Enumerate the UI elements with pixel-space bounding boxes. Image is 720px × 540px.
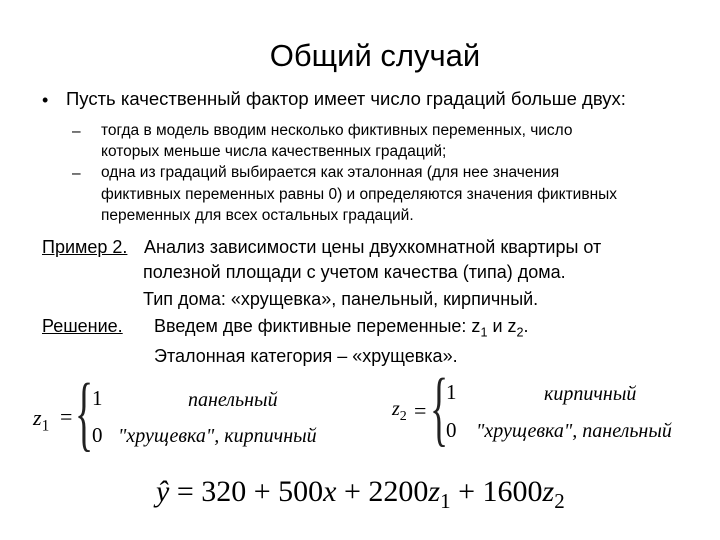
z1-value-0: 0 (92, 423, 103, 447)
bullet-text: Пусть качественный фактор имеет число градаций больше двух: (66, 88, 626, 109)
z1-value-1: 1 (92, 386, 103, 410)
example-line3: Тип дома: «хрущевка», панельный, кирпичный. (143, 289, 539, 309)
sub1-line1: тогда в модель вводим несколько фиктивных переменных, число (101, 122, 573, 139)
sub2-line2: фиктивных переменных равны 0) и определяются значения фиктивных (101, 186, 618, 203)
z1-var: $z_1$ (33, 405, 50, 435)
z2-equals: = (414, 398, 427, 423)
solution-line1: Введем две фиктивные переменные: $z_1$ и $z_2$. (154, 316, 529, 340)
z2-condition-0: "хрущевка", панельный (476, 420, 672, 442)
regression-equation: ŷ = $320 + 500x + 2200z_1 + 1600z_2$ (156, 475, 565, 513)
example-label: Пример 2. (42, 237, 128, 257)
solution-line2: Эталонная категория – «хрущевка». (154, 346, 458, 366)
z2-var: $z_2$ (392, 398, 407, 424)
sub1-line2: которых меньше числа качественных градаций; (101, 143, 447, 160)
z2-condition-1: кирпичный (544, 383, 637, 405)
z1-condition-0: "хрущевка", кирпичный (118, 425, 317, 447)
z1-brace: { (75, 367, 94, 460)
z1-equals: = (60, 404, 73, 429)
z2-value-0: 0 (446, 418, 457, 442)
bullet-marker: • (42, 90, 49, 110)
z1-condition-1: панельный (188, 389, 278, 411)
z2-brace: { (430, 362, 449, 455)
sub2-line3: переменных для всех остальных градаций. (101, 207, 414, 224)
sub-marker-2: – (72, 165, 81, 182)
equation-lhs: ŷ (156, 475, 170, 508)
example-line2: полезной площади с учетом качества (типа) дома. (143, 262, 566, 282)
example-line1: Анализ зависимости цены двухкомнатной квартиры от (144, 237, 602, 257)
z2-value-1: 1 (446, 380, 457, 404)
slide-title: Общий случай (269, 38, 481, 73)
sub2-line1: одна из градаций выбирается как эталонная (для нее значения (101, 164, 560, 181)
sub-marker-1: – (72, 123, 81, 140)
solution-label: Решение. (42, 316, 123, 336)
